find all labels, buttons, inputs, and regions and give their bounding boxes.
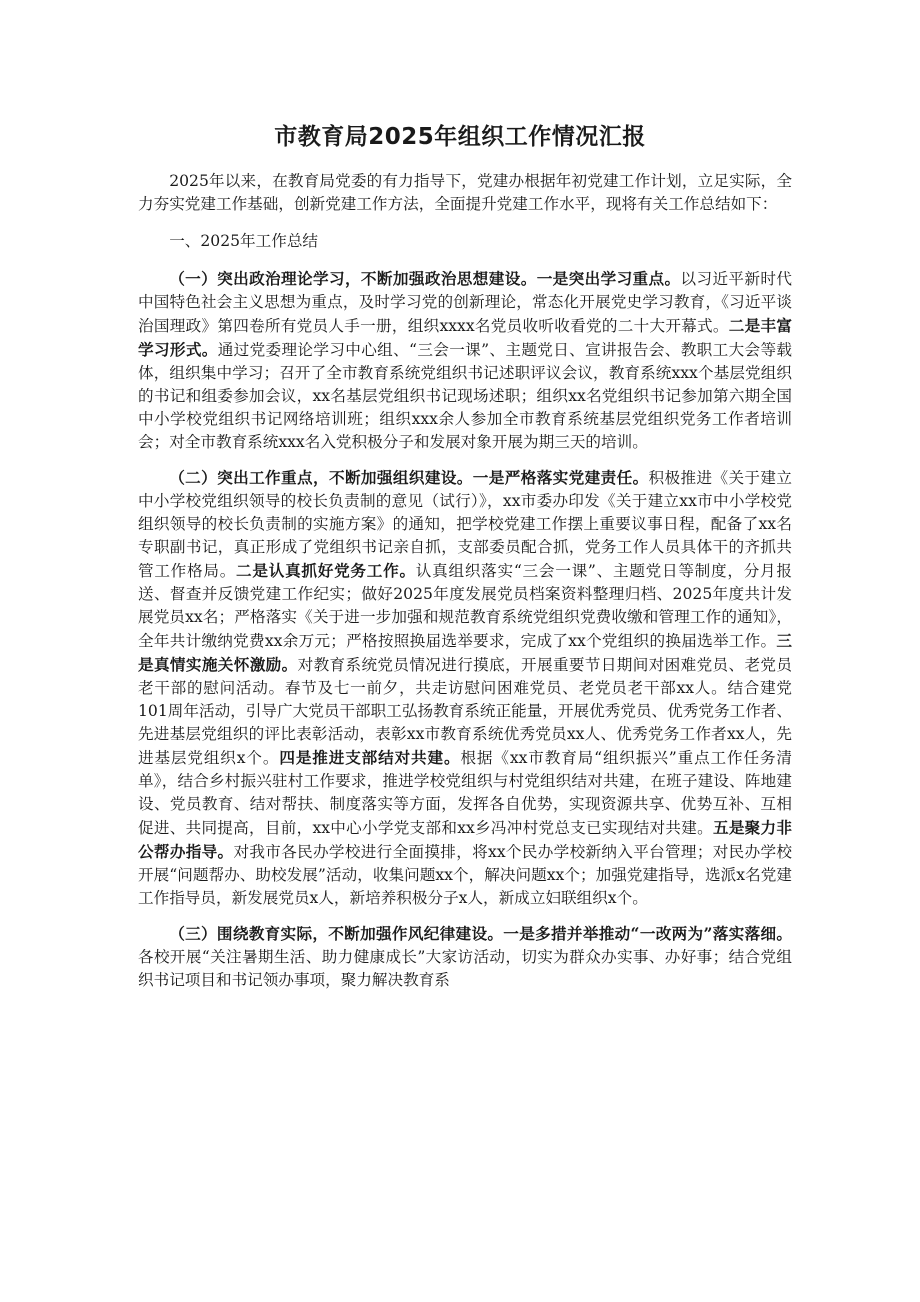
paragraph-discipline [138, 922, 792, 992]
document-body [138, 170, 792, 992]
point-text: 积极推进《关于建立中小学校党组织领导的校长负责制的意见（试行）》，xx市委办印发《关于建立xx市中小学校党组织领导的校长负责制的实施方案》的通知，把学校党建工作摆上重要议事日程，配备了xx名专职副书记，真正形成了党组织书记亲自抓，支部委员配合抓，党务工作人员具体干的齐抓共管工作格局。 [138, 469, 792, 580]
intro-paragraph: 2025年以来，在教育局党委的有力指导下，党建办根据年初党建工作计划，立足实际，全力夯实党建工作基础，创新党建工作方法，全面提升党建工作水平，现将有关工作总结如下： [138, 172, 792, 213]
point-keyword: 一是严格落实党建责任。 [472, 468, 649, 487]
point-text: 以习近平新时代中国特色社会主义思想为重点，及时学习党的创新理论，常态化开展党史学习教育，《习近平谈治国理政》第四卷所有党员人手一册，组织xxxx名党员收听收看党的二十大开幕式。 [138, 270, 792, 335]
point-text: 各校开展“关注暑期生活、助力健康成长”大家访活动，切实为群众办实事、办好事；结合党组织书记项目和书记领办事项，聚力解决教育系 [138, 948, 792, 989]
document-title: 市教育局2025年组织工作情况汇报 [274, 124, 646, 150]
point-keyword: 二是认真抓好党务工作。 [236, 561, 416, 580]
paragraph-lead: （二）突出工作重点，不断加强组织建设。 [169, 468, 473, 487]
point-text: 对我市各民办学校进行全面摸排，将xx个民办学校新纳入平台管理；对民办学校开展“问题帮办、助校发展”活动，收集问题xx个，解决问题xx个；加强党建指导，选派x名党建工作指导员，新发展党员x人，新培养积极分子x人，新成立妇联组织x个。 [138, 843, 792, 907]
section-heading: 一、2025年工作总结 [169, 232, 319, 250]
paragraph-political-study [138, 267, 792, 454]
point-keyword: 五是聚力非公帮办指导。 [138, 818, 792, 861]
point-keyword: 一是多措并举推动“一改两为”落实落细。 [503, 924, 792, 943]
paragraph-lead: （一）突出政治理论学习，不断加强政治思想建设。 [169, 269, 537, 288]
point-keyword: 四是推进支部结对共建。 [279, 748, 461, 767]
point-keyword: 二是丰富学习形式。 [138, 316, 792, 359]
point-text: 根据《xx市教育局“组织振兴”重点工作任务清单》，结合乡村振兴驻村工作要求，推进学校党组织与村党组织结对共建，在班子建设、阵地建设、党员教育、结对帮扶、制度落实等方面，发挥各自优势，实现资源共享、优势互补、互相促进、共同提高，目前，xx中心小学党支部和xx乡冯冲村党总支已实现结对共建。 [138, 749, 792, 837]
point-text: 通过党委理论学习中心组、“三会一课”、主题党日、宣讲报告会、教职工大会等载体，组织集中学习；召开了全市教育系统党组织书记述职评议会议，教育系统xxx个基层党组织的书记和组委参加会议，xx名基层党组织书记现场述职；组织xx名党组织书记参加第六期全国中小学校党组织书记网络培训班；组织xxx余人参加全市教育系统基层党组织党务工作者培训会；对全市教育系统xxx名入党积极分子和发展对象开展为期三天的培训。 [138, 341, 792, 451]
paragraph-organization [138, 466, 792, 910]
point-keyword: 三是真情实施关怀激励。 [138, 631, 792, 674]
point-text: 对教育系统党员情况进行摸底，开展重要节日期间对困难党员、老党员老干部的慰问活动。春节及七一前夕，共走访慰问困难党员、老党员老干部xx人。结合建党101周年活动，引导广大党员干部职工弘扬教育系统正能量，开展优秀党员、优秀党务工作者、先进基层党组织的评比表彰活动，表彰xx市教育系统优秀党员xx人、优秀党务工作者xx人，先进基层党组织x个。 [138, 656, 792, 767]
point-keyword: 一是突出学习重点。 [536, 269, 681, 288]
paragraph-lead: （三）围绕教育实际，不断加强作风纪律建设。 [169, 924, 504, 943]
point-text: 认真组织落实“三会一课”、主题党日等制度，分月报送、督查并反馈党建工作纪实；做好2025年度发展党员档案资料整理归档、2025年度共计发展党员xx名；严格落实《关于进一步加强和规范教育系统党组织党费收缴和管理工作的通知》，全年共计缴纳党费xx余万元；严格按照换届选举要求，完成了xx个党组织的换届选举工作。 [138, 562, 792, 650]
